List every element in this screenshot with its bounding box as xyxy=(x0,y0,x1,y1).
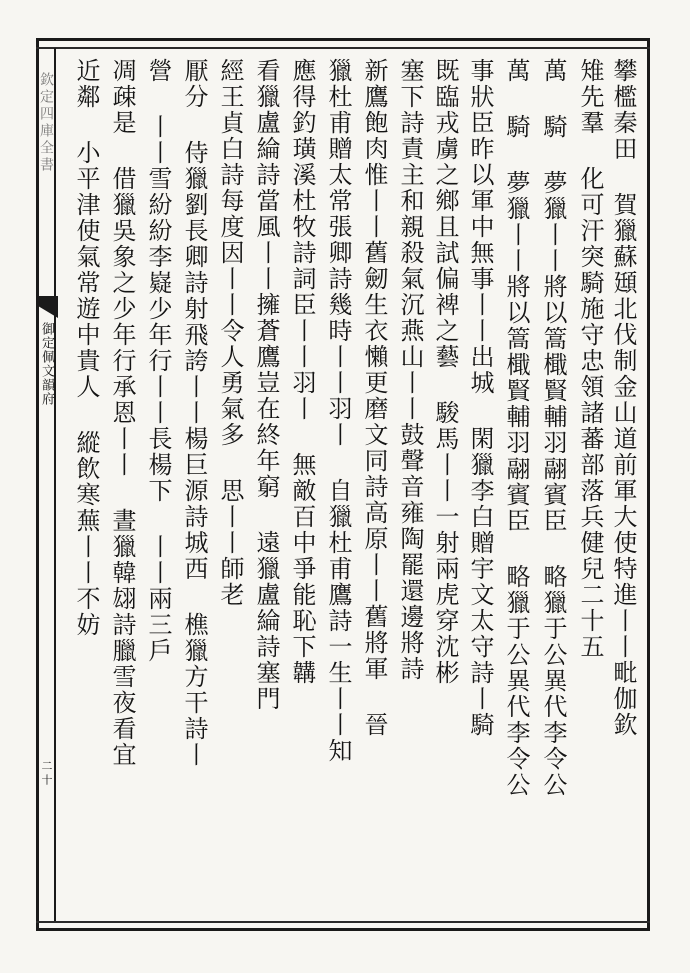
text-column-2 xyxy=(572,58,608,918)
text-column-3 xyxy=(535,58,571,918)
text-column-6 xyxy=(427,58,463,918)
text-column-7 xyxy=(392,58,428,918)
bottom-rule xyxy=(36,921,650,923)
column-text: 既臨戎虜之鄉且試偏裨之藝 駿馬丨丨一射兩虎穿沈彬 xyxy=(431,58,459,686)
margin-page-number: 二十 xyxy=(40,760,53,788)
column-text: 萬 騎 夢獵丨丨將以篙檝賢輔羽翮賓臣 略獵于公異代李令公 xyxy=(502,58,530,798)
margin-book-title: 御定佩文韻府 xyxy=(39,322,54,406)
text-column-11 xyxy=(248,58,284,918)
column-text: 營 丨丨雪紛紛李嶷少年行丨丨長楊下 丨丨兩三戶 xyxy=(144,58,172,664)
text-column-1 xyxy=(605,58,641,918)
column-text: 雉先羣 化可汗突騎施守忠領諸蕃部落兵健兒二十五 xyxy=(576,58,604,660)
text-column-13 xyxy=(176,58,212,918)
column-text: 應得釣璜溪杜牧詩詞臣丨丨羽丨 無敵百中爭能恥下韝 xyxy=(288,58,316,686)
column-text: 萬 騎 夢獵丨丨將以篙檝賢輔羽翮賓臣 略獵于公異代李令公 xyxy=(539,58,567,798)
text-column-16 xyxy=(68,58,104,918)
column-text: 厭分 侍獵劉長卿詩射飛誇丨丨楊巨源詩城西 樵獵方干詩丨 xyxy=(180,58,208,768)
column-text: 凋疎是 借獵吳象之少年行承恩丨丨 晝獵韓翃詩臘雪夜看宜 xyxy=(108,58,136,768)
top-rule xyxy=(36,47,650,49)
column-text: 攀檻秦田 賀獵蘇頲北伐制金山道前軍大使特進丨丨毗伽欽 xyxy=(609,58,637,738)
column-text: 獵杜甫贈太常張卿詩幾時丨丨羽丨 自獵杜甫鷹詩一生丨丨知 xyxy=(324,58,352,764)
text-column-9 xyxy=(320,58,356,918)
text-column-4 xyxy=(498,58,534,918)
column-text: 近鄰 小平津使氣常遊中貴人 縱飲寒蕪丨丨不妨 xyxy=(72,58,100,638)
margin-strip xyxy=(36,48,56,921)
text-column-8 xyxy=(356,58,392,918)
text-column-5 xyxy=(462,58,498,918)
text-column-14 xyxy=(140,58,176,918)
margin-title: 欽定四庫全書 xyxy=(38,72,54,174)
column-text: 經王貞白詩每度因丨丨令人勇氣多 思丨丨師老 xyxy=(216,58,244,608)
text-column-10 xyxy=(284,58,320,918)
column-text: 看獵盧綸詩當風丨丨擁蒼鷹豈在終年窮 遠獵盧綸詩塞門 xyxy=(252,58,280,712)
text-column-12 xyxy=(212,58,248,918)
column-text: 事狀臣昨以軍中無事丨丨出城 閑獵李白贈宇文太守詩丨騎 xyxy=(466,58,494,738)
text-column-15 xyxy=(104,58,140,918)
column-text: 新鷹飽肉惟丨丨舊劒生衣懶更磨文同詩高原丨丨舊將軍 晉 xyxy=(360,58,388,738)
column-text: 塞下詩責主和親殺氣沉燕山丨丨鼓聲音雍陶罷還邊將詩 xyxy=(396,58,424,682)
